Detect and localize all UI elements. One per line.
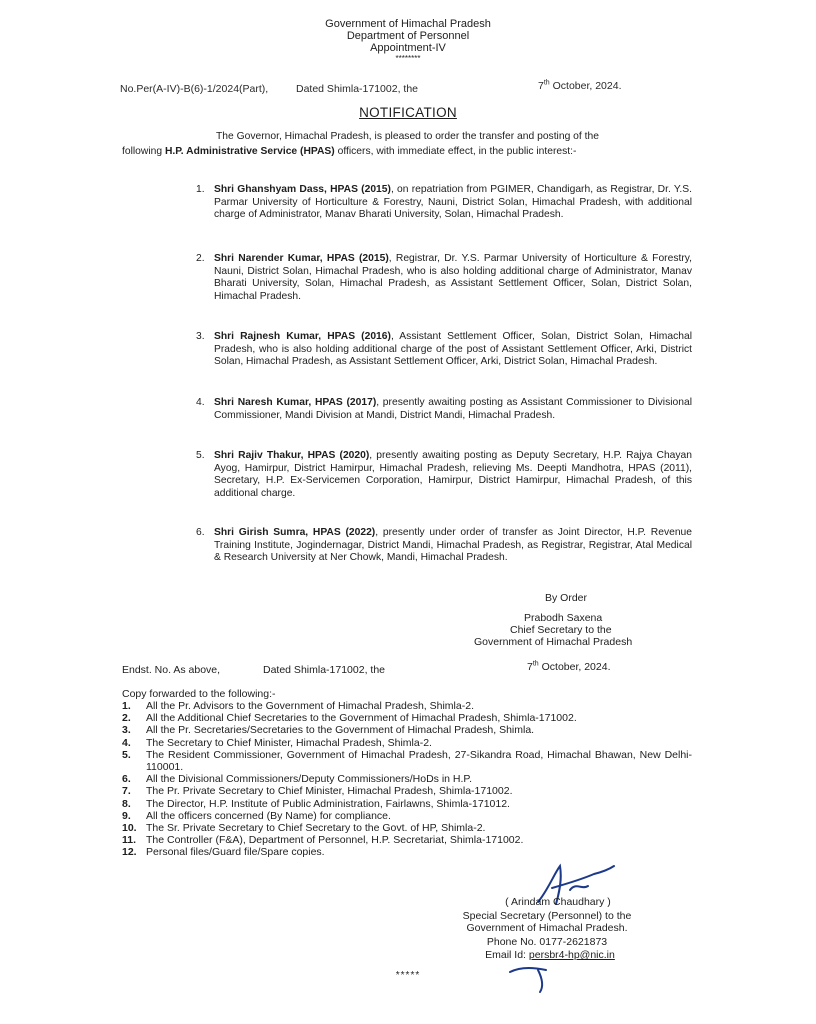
list-item	[122, 773, 692, 785]
intro-line2	[122, 145, 692, 160]
notification-title: NOTIFICATION	[359, 105, 457, 120]
posting-item	[196, 184, 692, 222]
reference-number: No.Per(A-IV)-B(6)-1/2024(Part),	[120, 83, 269, 95]
department-name: Department of Personnel	[346, 30, 470, 42]
list-text: The Secretary to Chief Minister, Himachal Pradesh, Shimla-2.	[146, 736, 432, 749]
copy-list	[122, 700, 692, 859]
footer-stars: *****	[395, 970, 421, 981]
officer-name: Shri Rajiv Thakur, HPAS (2020)	[214, 450, 370, 461]
list-item	[122, 810, 692, 822]
posting-item	[196, 450, 693, 500]
list-text: All the Pr. Secretaries/Secretaries to the Government of Himachal Pradesh, Shimla.	[146, 724, 535, 737]
item-text: , presently awaiting posting as Assistant Commissioner to Divisional Commissioner, Mandi Division at Mandi, District Mandi, Himachal Pradesh.	[214, 397, 692, 421]
copy-heading: Copy forwarded to the following:-	[122, 688, 276, 700]
list-number: 8.	[122, 797, 131, 810]
reference-date	[538, 80, 622, 92]
reference-month-year: October, 2024.	[552, 80, 622, 92]
list-item	[122, 737, 692, 749]
list-item	[122, 834, 692, 846]
list-item	[122, 798, 692, 810]
list-text: The Controller (F&A), Department of Personnel, H.P. Secretariat, Shimla-171002.	[146, 834, 524, 847]
section-name: Appointment-IV	[370, 42, 446, 54]
special-secretary-name: ( Arindam Chaudhary )	[505, 896, 611, 908]
officer-name: Shri Rajnesh Kumar, HPAS (2016)	[214, 331, 391, 342]
item-number: 2.	[196, 253, 205, 264]
list-item	[122, 724, 692, 736]
endst-label: Endst. No. As above,	[122, 664, 221, 676]
officer-name: Shri Girish Sumra, HPAS (2022)	[214, 527, 376, 538]
intro-line1: The Governor, Himachal Pradesh, is pleased to order the transfer and posting of the	[216, 131, 599, 142]
intro-line2-pre: following	[122, 145, 163, 157]
item-text: , Assistant Settlement Officer, Solan, District Solan, Himachal Pradesh, who is also holding additional charge of the post of Assistant Settlement Officer, Arki, District Solan, Himachal Pradesh, as Assistant Settlement Officer, Arki, District Solan, Himachal Pradesh.	[214, 331, 693, 367]
reference-day: 7	[538, 80, 544, 92]
list-number: 12.	[122, 846, 137, 859]
list-number: 3.	[122, 724, 131, 737]
list-text: The Resident Commissioner, Government of Himachal Pradesh, 27-Sikandra Road, Himachal Bhawan, New Delhi-110001.	[146, 748, 692, 774]
header-stars: ********	[395, 54, 421, 63]
item-number: 6.	[196, 527, 205, 538]
list-number: 11.	[122, 834, 137, 847]
list-text: All the Additional Chief Secretaries to the Government of Himachal Pradesh, Shimla-171002.	[146, 712, 577, 725]
endst-day-suffix: th	[532, 660, 539, 668]
list-item	[122, 700, 692, 712]
list-text: The Sr. Private Secretary to Chief Secretary to the Govt. of HP, Shimla-2.	[146, 822, 486, 835]
officer-name: Shri Naresh Kumar, HPAS (2017)	[214, 397, 377, 408]
special-secretary-designation: Special Secretary (Personnel) to the	[462, 910, 632, 922]
intro-line2-post: officers, with immediate effect, in the public interest:-	[337, 145, 577, 157]
reference-dated: Dated Shimla-171002, the	[296, 83, 418, 95]
list-number: 6.	[122, 773, 131, 786]
list-number: 10.	[122, 822, 137, 835]
list-text: The Pr. Private Secretary to Chief Minister, Himachal Pradesh, Shimla-171002.	[146, 785, 513, 798]
posting-item	[196, 253, 693, 303]
by-order: By Order	[545, 592, 588, 604]
list-number: 4.	[122, 736, 131, 749]
posting-item	[196, 397, 692, 422]
intro-paragraph	[122, 130, 692, 159]
item-text: , presently awaiting posting as Deputy Secretary, H.P. Rajya Chayan Ayog, Hamirpur, District Hamirpur, Himachal Pradesh, relieving Ms. Deepti Mandhotra, HPAS (2011), Secretary, H.P. Ex-Servicemen Corporation, Hamirpur, District Hamirpur, Himachal Pradesh, of this additional charge.	[214, 450, 693, 499]
endst-dated: Dated Shimla-171002, the	[263, 664, 385, 676]
list-item	[122, 822, 692, 834]
reference-day-suffix: th	[543, 79, 550, 87]
list-item	[122, 846, 692, 858]
posting-item	[196, 527, 692, 565]
chief-secretary-designation: Chief Secretary to the	[510, 624, 612, 636]
item-text: , on repatriation from PGIMER, Chandigarh, as Registrar, Dr. Y.S. Parmar University of Horticulture & Forestry, Nauni, District Solan, Himachal Pradesh, with additional charge of Administrator, Manav Bharati University, Solan, Himachal Pradesh.	[214, 184, 692, 220]
item-number: 3.	[196, 331, 205, 342]
list-item	[122, 749, 692, 773]
list-text: Personal files/Guard file/Spare copies.	[146, 846, 325, 859]
posting-item	[196, 331, 693, 369]
list-number: 5.	[122, 748, 131, 761]
officer-name: Shri Ghanshyam Dass, HPAS (2015)	[214, 184, 391, 195]
list-text: All the Divisional Commissioners/Deputy Commissioners/HoDs in H.P.	[146, 773, 472, 786]
officer-name: Shri Narender Kumar, HPAS (2015)	[214, 253, 389, 264]
endst-month-year: October, 2024.	[541, 661, 611, 673]
list-item	[122, 785, 692, 797]
chief-secretary-name: Prabodh Saxena	[524, 612, 603, 624]
list-text: All the Pr. Advisors to the Government of Himachal Pradesh, Shimla-2.	[146, 700, 474, 712]
email-label: Email Id:	[485, 949, 526, 961]
list-text: The Director, H.P. Institute of Public Administration, Fairlawns, Shimla-171012.	[146, 797, 510, 810]
list-number: 1.	[122, 700, 131, 712]
list-number: 7.	[122, 785, 131, 798]
govt-name: Government of Himachal Pradesh	[325, 18, 491, 30]
item-text: , presently under order of transfer as Joint Director, H.P. Revenue Training Institute, Jogindernagar, District Mandi, Himachal Pradesh, as Registrar, Registrar, Atal Medical & Research University at Ner Chowk, Mandi, Himachal Pradesh.	[214, 527, 692, 563]
email-link[interactable]: persbr4-hp@nic.in	[528, 949, 615, 961]
phone-number: Phone No. 0177-2621873	[486, 936, 608, 948]
special-secretary-government: Government of Himachal Pradesh.	[466, 922, 628, 934]
chief-secretary-government: Government of Himachal Pradesh	[474, 636, 633, 648]
list-item	[122, 712, 692, 724]
list-text: All the officers concerned (By Name) for compliance.	[146, 809, 391, 822]
item-number: 5.	[196, 450, 205, 461]
item-number: 4.	[196, 397, 205, 408]
list-number: 2.	[122, 712, 131, 725]
item-text: , Registrar, Dr. Y.S. Parmar University of Horticulture & Forestry, Nauni, District Solan, Himachal Pradesh, who is also holding additional charge of Administrator, Manav Bharati University, Solan, Himachal Pradesh, as Assistant Settlement Officer, Solan, District Solan, Himachal Pradesh.	[214, 253, 693, 302]
item-number: 1.	[196, 184, 205, 195]
endst-day: 7	[527, 661, 533, 673]
endst-date	[527, 661, 611, 673]
list-number: 9.	[122, 809, 131, 822]
intro-line2-bold: H.P. Administrative Service (HPAS)	[164, 145, 335, 157]
